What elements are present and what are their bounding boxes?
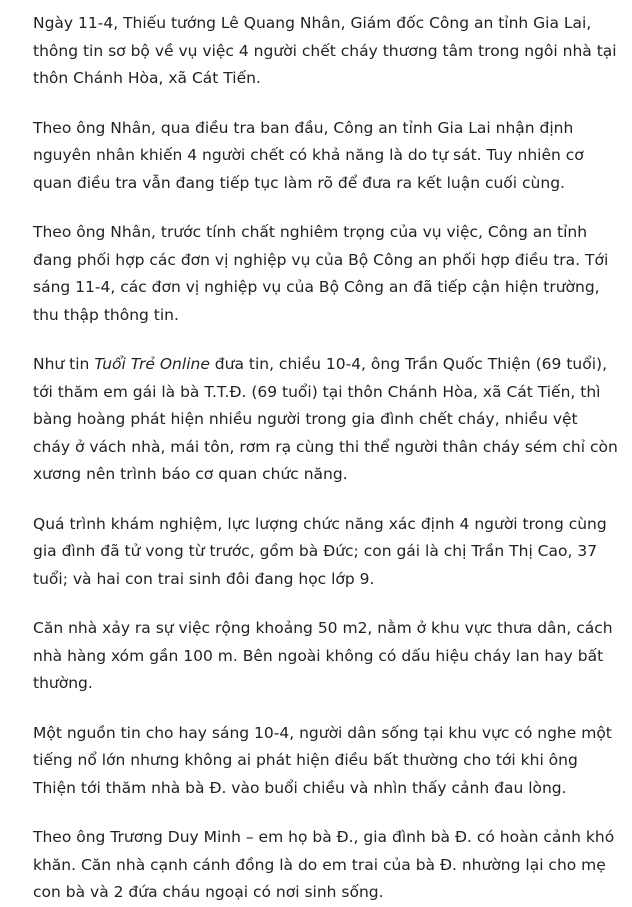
paragraph-text: Theo ông Nhân, trước tính chất nghiêm trọng của vụ việc, Công an tỉnh đang phối hợp các đơn vị nghiệp vụ của Bộ Công an phối hợp điều tra. Tới sáng 11-4, các đơn vị nghiệp vụ của Bộ Công an đã tiếp cận hiện trường, thu thập thông tin. <box>33 223 609 324</box>
paragraph-text: Quá trình khám nghiệm, lực lượng chức năng xác định 4 người trong cùng gia đình đã tử vong từ trước, gồm bà Đức; con gái là chị Trần Thị Cao, 37 tuổi; và hai con trai sinh đôi đang học lớp 9. <box>33 514 607 588</box>
source-publication-name: Tuổi Trẻ Online <box>94 355 210 373</box>
paragraph-text: đưa tin, chiều 10-4, ông Trần Quốc Thiện (69 tuổi), tới thăm em gái là bà T.T.Đ. (69 tuổi) tại thôn Chánh Hòa, xã Cát Tiến, thì bàng hoàng phát hiện nhiều người trong gia đình chết cháy, nhiều vệt cháy ở vách nhà, mái tôn, rơm rạ cùng thi thể người thân cháy sém chỉ còn xương nên trình báo cơ quan chức năng. <box>33 355 618 483</box>
paragraph-text: Một nguồn tin cho hay sáng 10-4, người dân sống tại khu vực có nghe một tiếng nổ lớn nhưng không ai phát hiện điều bất thường cho tới khi ông Thiện tới thăm nhà bà Đ. vào buổi chiều và nhìn thấy cảnh đau lòng. <box>33 723 612 797</box>
paragraph-8 <box>33 824 618 907</box>
paragraph-text: Như tin <box>33 355 95 373</box>
paragraph-text: Theo ông Trương Duy Minh – em họ bà Đ., gia đình bà Đ. có hoàn cảnh khó khăn. Căn nhà cạnh cánh đồng là do em trai của bà Đ. nhường lại cho mẹ con bà và 2 đứa cháu ngoại có nơi sinh sống. <box>33 828 615 901</box>
paragraph-4 <box>33 351 618 489</box>
paragraph-5 <box>33 511 618 594</box>
paragraph-1 <box>33 10 618 93</box>
paragraph-text: Theo ông Nhân, qua điều tra ban đầu, Công an tỉnh Gia Lai nhận định nguyên nhân khiến 4 người chết có khả năng là do tự sát. Tuy nhiên cơ quan điều tra vẫn đang tiếp tục làm rõ để đưa ra kết luận cuối cùng. <box>33 118 584 192</box>
paragraph-text: Căn nhà xảy ra sự việc rộng khoảng 50 m2, nằm ở khu vực thưa dân, cách nhà hàng xóm gần 100 m. Bên ngoài không có dấu hiệu cháy lan hay bất thường. <box>33 619 613 692</box>
paragraph-6 <box>33 615 618 698</box>
paragraph-2 <box>33 115 618 198</box>
paragraph-3 <box>33 219 618 329</box>
paragraph-7 <box>33 720 618 803</box>
paragraph-text: Ngày 11-4, Thiếu tướng Lê Quang Nhân, Giám đốc Công an tỉnh Gia Lai, thông tin sơ bộ về vụ việc 4 người chết cháy thương tâm trong ngôi nhà tại thôn Chánh Hòa, xã Cát Tiến. <box>33 14 617 87</box>
